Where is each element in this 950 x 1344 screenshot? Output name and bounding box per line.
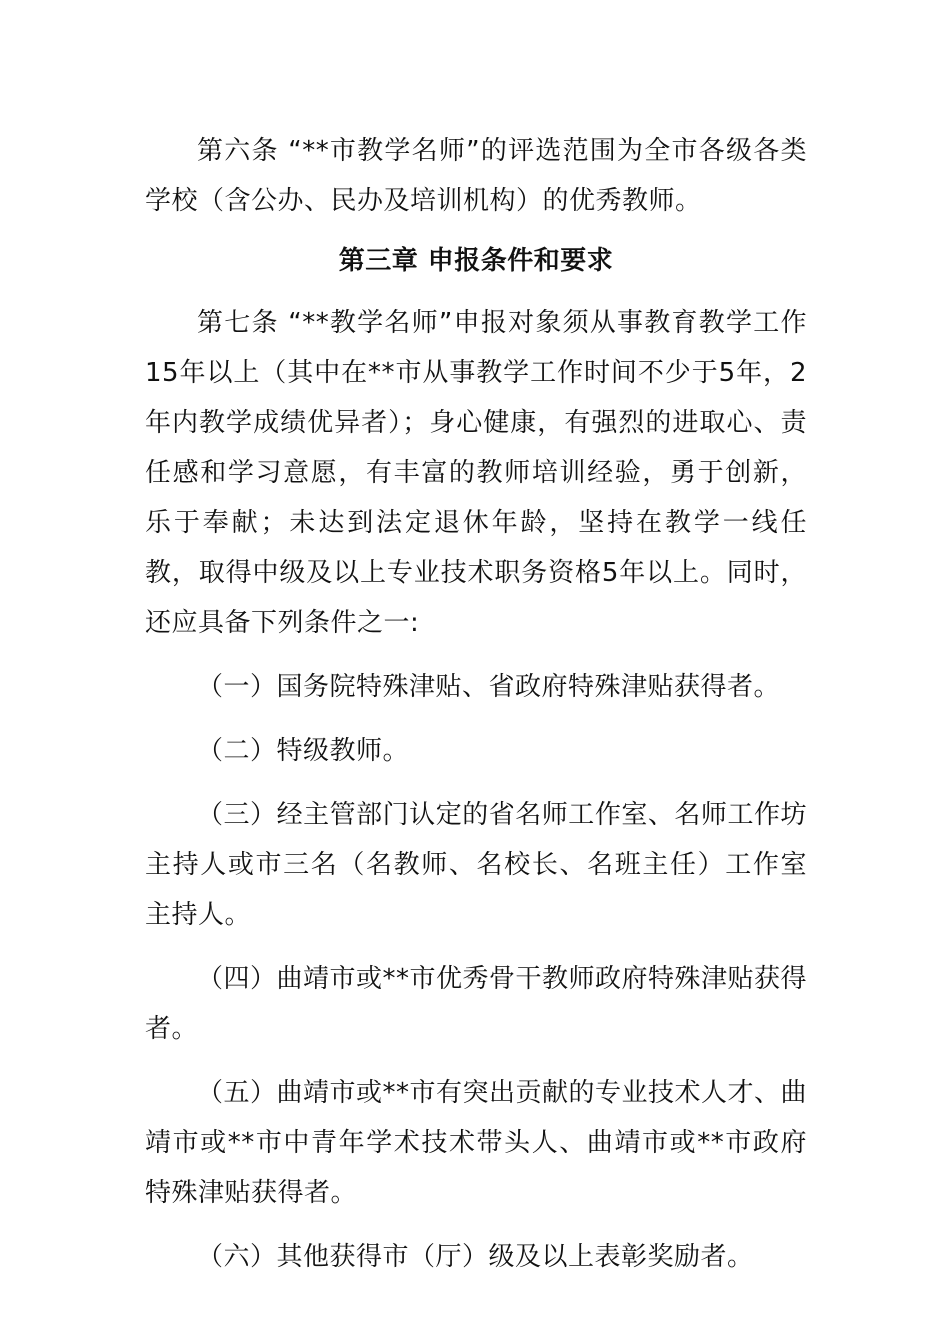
list-item-3: （三）经主管部门认定的省名师工作室、名师工作坊主持人或市三名（名教师、名校长、名班主任）工作室主持人。 (145, 800, 807, 930)
chapter-3-heading: 第三章 申报条件和要求 (338, 246, 614, 276)
list-item-6: （六）其他获得市（厅）级及以上表彰奖励者。 (197, 1242, 754, 1272)
list-item-4: （四）曲靖市或**市优秀骨干教师政府特殊津贴获得者。 (145, 964, 808, 1044)
article-6-paragraph: 第六条 “**市教学名师”的评选范围为全市各级各类学校（含公办、民办及培训机构）的优秀教师。 (145, 136, 807, 216)
list-item-1: （一）国务院特殊津贴、省政府特殊津贴获得者。 (197, 672, 781, 702)
document-body (145, 126, 807, 1282)
list-item-5: （五）曲靖市或**市有突出贡献的专业技术人才、曲靖市或**市中青年学术技术带头人、曲靖市或**市政府特殊津贴获得者。 (145, 1078, 808, 1208)
article-7-paragraph: 第七条 “**教学名师”申报对象须从事教育教学工作15年以上（其中在**市从事教学工作时间不少于5年，2年内教学成绩优异者）；身心健康，有强烈的进取心、责任感和学习意愿，有丰富的教师培训经验，勇于创新，乐于奉献；未达到法定退休年龄，坚持在教学一线任教，取得中级及以上专业技术职务资格5年以上。同时，还应具备下列条件之一: (145, 308, 807, 638)
list-item-2: （二）特级教师。 (197, 736, 410, 766)
